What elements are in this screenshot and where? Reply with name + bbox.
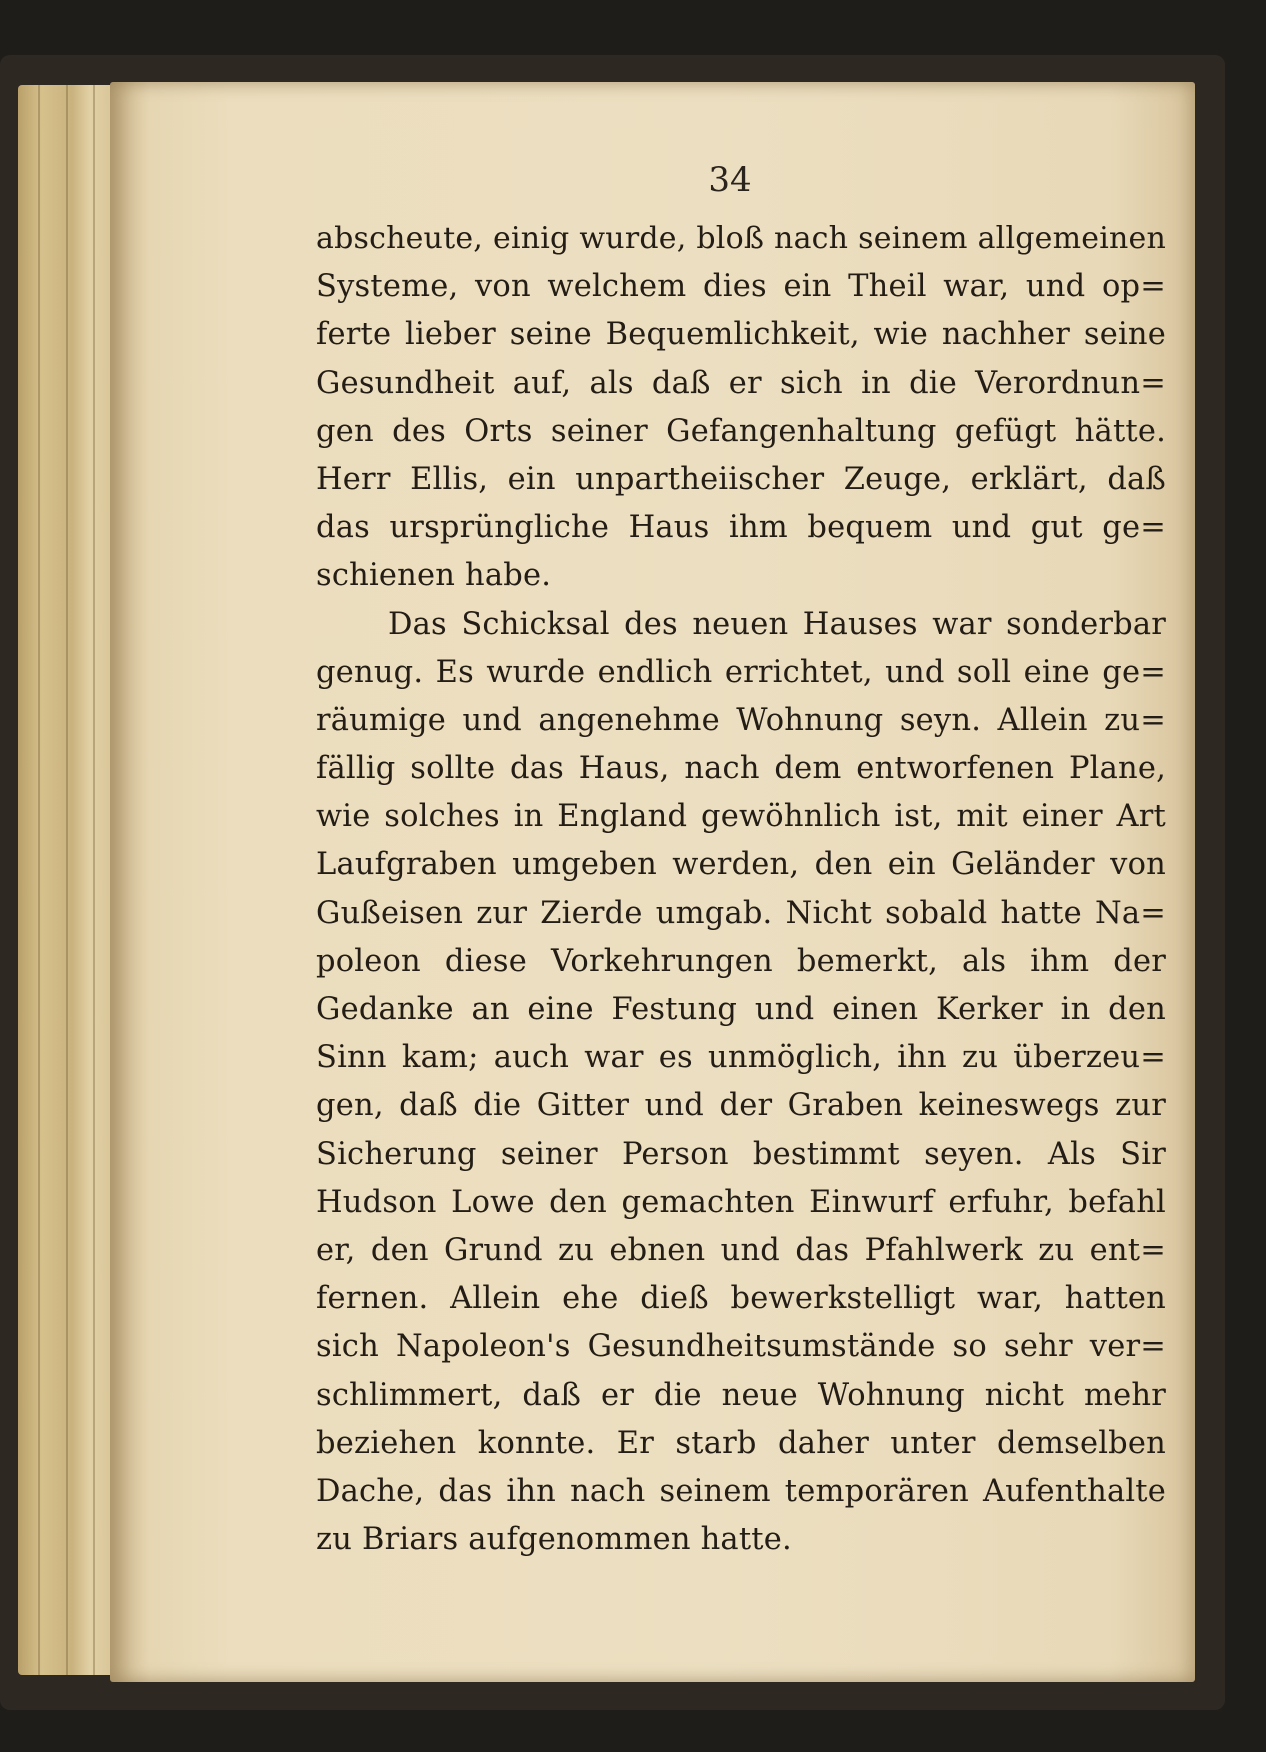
text-line: genug. Es wurde endlich errichtet, und soll eine ge= xyxy=(316,654,1166,690)
text-line: beziehen konnte. Er starb daher unter demselben xyxy=(316,1425,1166,1461)
text-line: Sicherung seiner Person bestimmt seyen. Als Sir xyxy=(316,1136,1166,1172)
text-line: Herr Ellis, ein unpartheiischer Zeuge, erklärt, daß xyxy=(316,461,1166,497)
text-line: Gedanke an eine Festung und einen Kerker in den xyxy=(316,992,1166,1027)
text-line: Systeme, von welchem dies ein Theil war, und op= xyxy=(316,269,1166,305)
text-line: fällig sollte das Haus, nach dem entworfenen Plane, xyxy=(316,751,1166,787)
text-line: zu Briars aufgenommen hatte. xyxy=(316,1522,792,1558)
text-line: Laufgraben umgeben werden, den ein Geländer von xyxy=(316,847,1166,883)
text-line: Gesundheit auf, als daß er sich in die Verordnun= xyxy=(316,365,1166,401)
text-line: schlimmert, daß er die neue Wohnung nicht mehr xyxy=(316,1377,1166,1413)
text-line: wie solches in England gewöhnlich ist, mit einer Art xyxy=(316,799,1166,835)
text-line: er, den Grund zu ebnen und das Pfahlwerk zu ent= xyxy=(316,1232,1166,1268)
text-line: poleon diese Vorkehrungen bemerkt, als ihm der xyxy=(316,943,1166,979)
text-line: Gußeisen zur Zierde umgab. Nicht sobald hatte Na= xyxy=(316,895,1166,931)
text-line: abscheute, einig wurde, bloß nach seinem allgemeinen xyxy=(316,221,1166,256)
page-text xyxy=(316,215,1166,1564)
text-line: Hudson Lowe den gemachten Einwurf erfuhr, befahl xyxy=(316,1184,1166,1220)
text-line: Dache, das ihn nach seinem temporären Aufenthalte xyxy=(316,1473,1166,1509)
text-line: räumige und angenehme Wohnung seyn. Allein zu= xyxy=(316,702,1166,738)
text-line: schienen habe. xyxy=(316,558,552,594)
text-line: gen des Orts seiner Gefangenhaltung gefügt hätte. xyxy=(316,413,1166,449)
text-line: das ursprüngliche Haus ihm bequem und gut ge= xyxy=(316,510,1166,546)
text-line: Sinn kam; auch war es unmöglich, ihn zu überzeu= xyxy=(316,1040,1166,1076)
text-line: Das Schicksal des neuen Hauses war sonderbar xyxy=(388,606,1166,642)
text-line: gen, daß die Gitter und der Graben keineswegs zur xyxy=(316,1088,1166,1124)
text-line: ferte lieber seine Bequemlichkeit, wie nachher seine xyxy=(316,317,1166,353)
page-number: 34 xyxy=(708,160,752,200)
text-line: sich Napoleon's Gesundheitsumstände so sehr ver= xyxy=(316,1329,1166,1365)
text-line: fernen. Allein ehe dieß bewerkstelligt war, hatten xyxy=(316,1281,1166,1317)
